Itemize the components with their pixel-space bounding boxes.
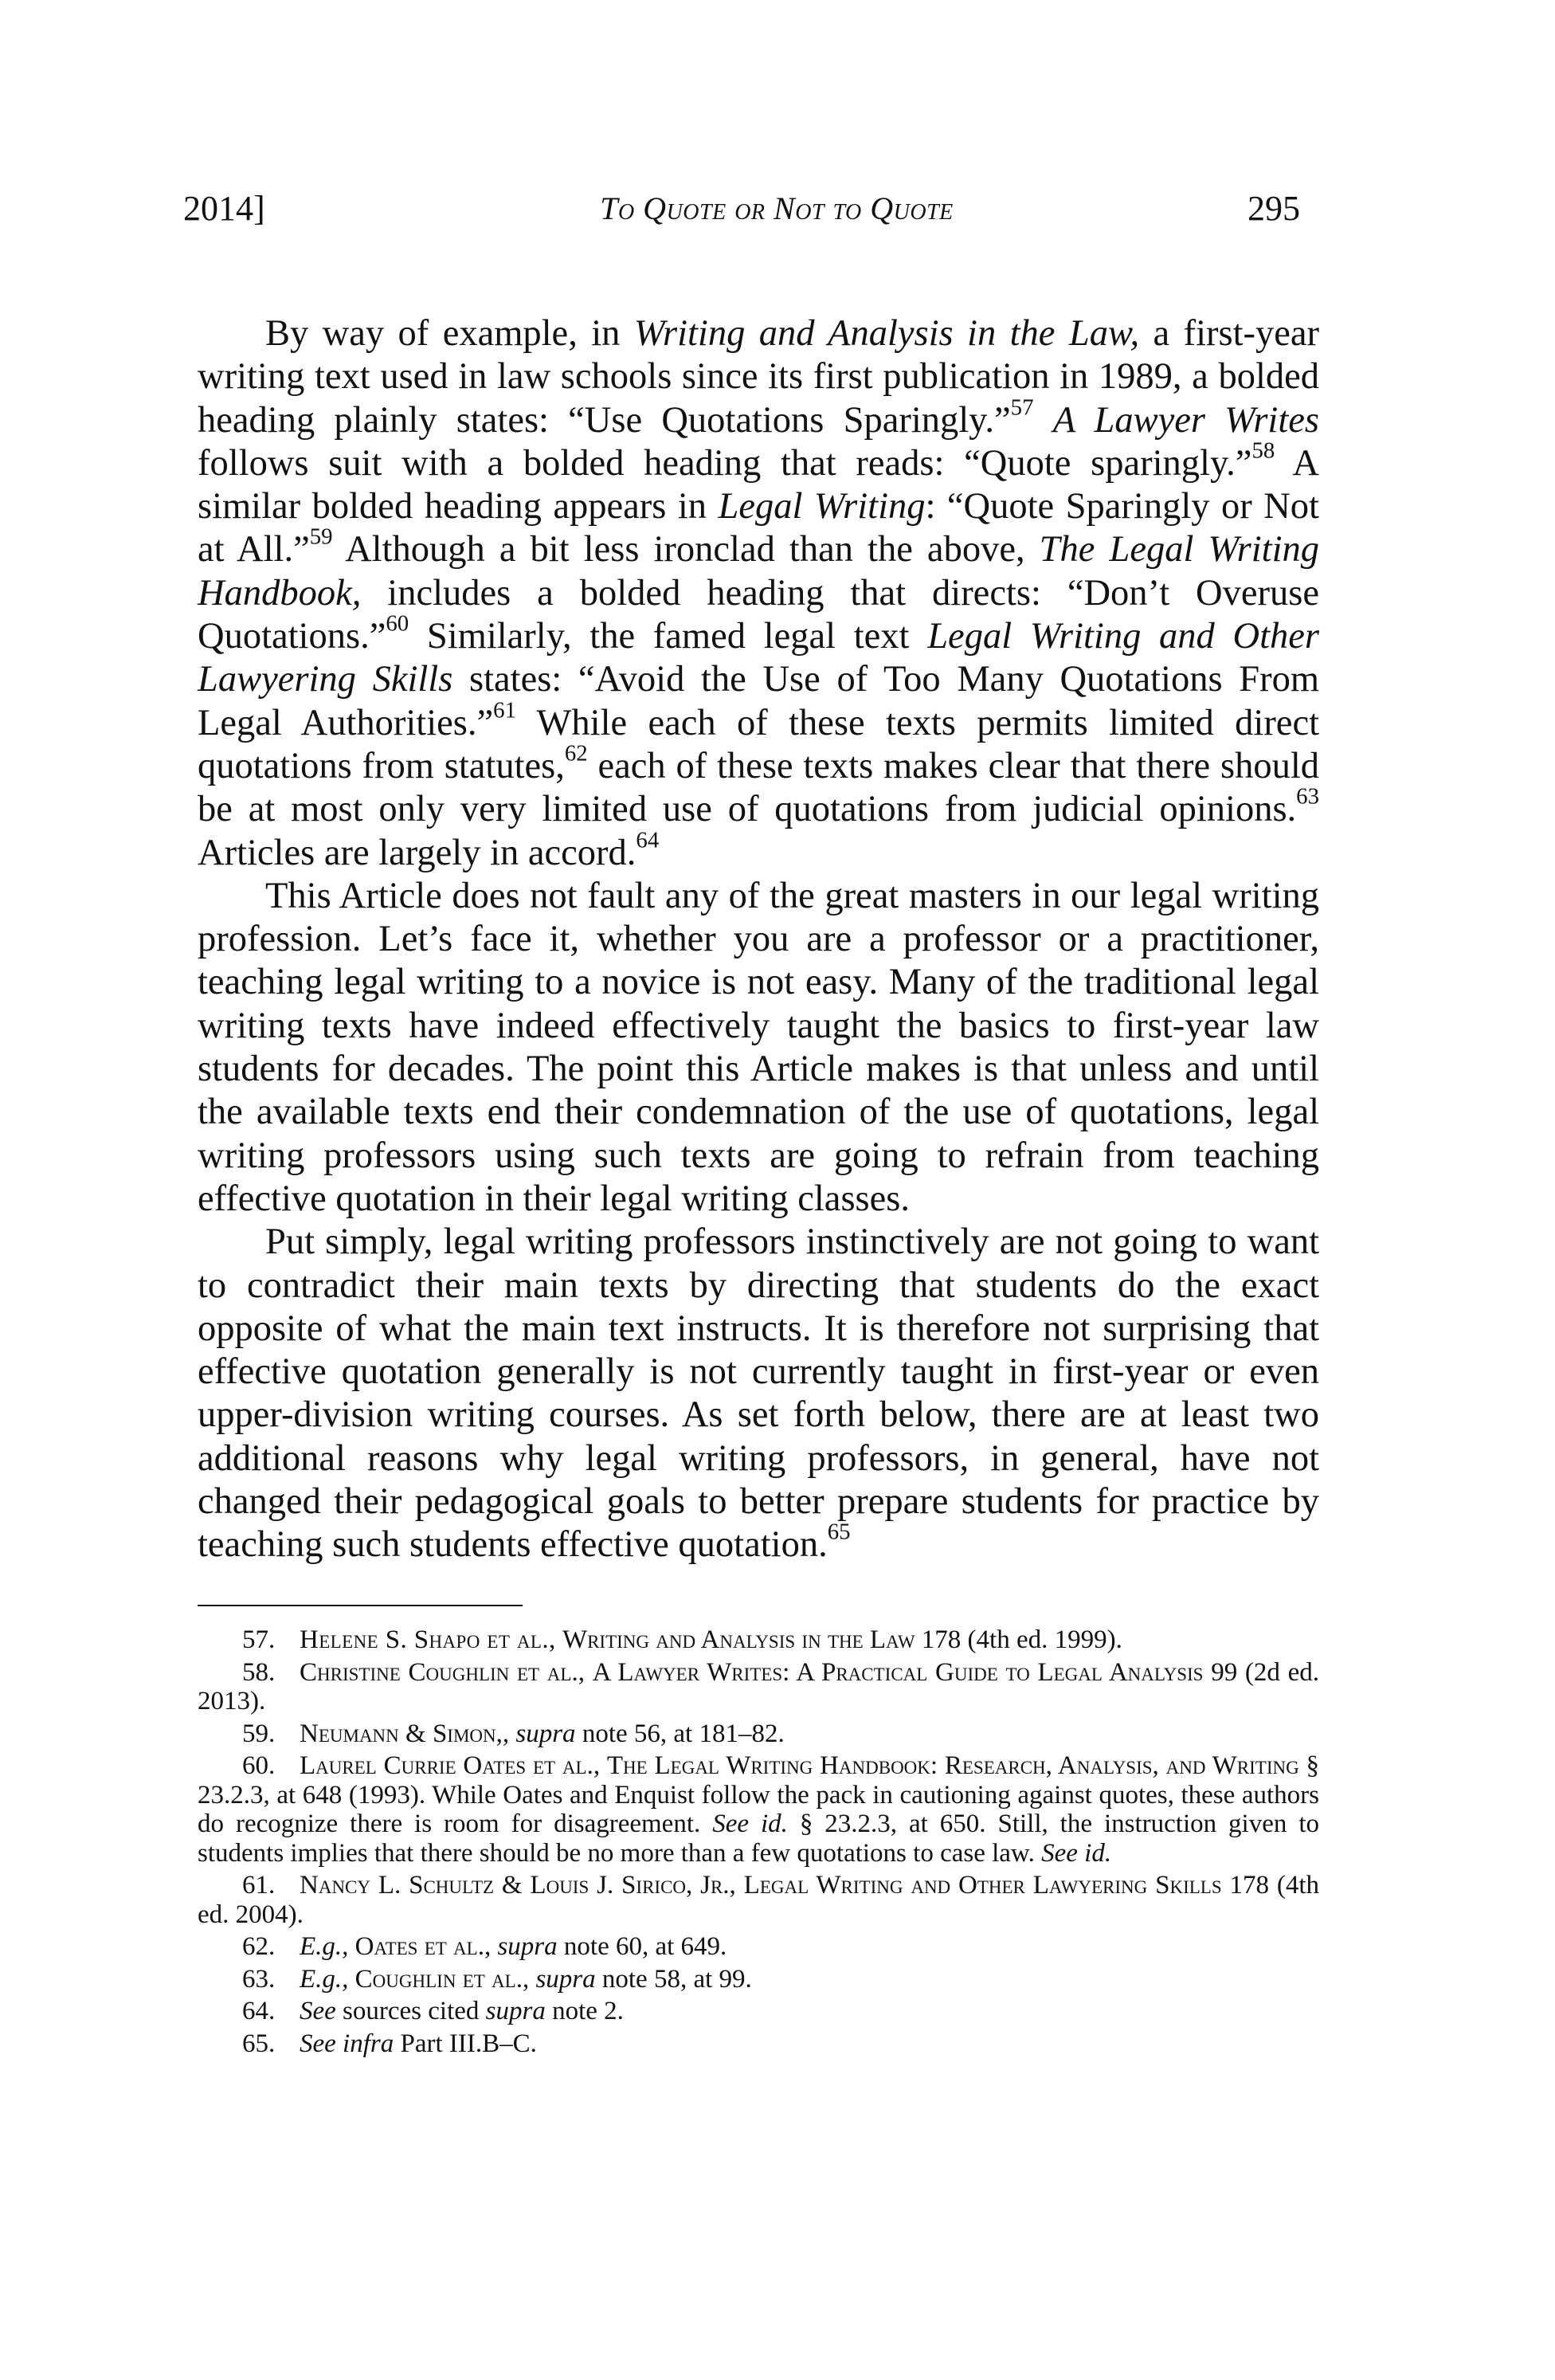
footnote-ref-60[interactable]: 60 bbox=[386, 610, 409, 637]
footnote-rule bbox=[198, 1605, 523, 1606]
footnote-number: 57. bbox=[242, 1625, 276, 1654]
footnote-signal: E.g., bbox=[300, 1964, 349, 1994]
footnote-cite: 99 (2d ed. 2013). bbox=[198, 1657, 1320, 1715]
text-span: includes a bolded heading that directs: “Don’t Overuse Quotations.” bbox=[198, 572, 1319, 657]
italic-title: A Lawyer Writes bbox=[1052, 399, 1320, 441]
footnote-ref-62[interactable]: 62 bbox=[564, 740, 588, 767]
paragraph-3 bbox=[198, 1221, 1319, 1566]
footnote-title: Writing and Analysis in the Law bbox=[562, 1625, 915, 1654]
footnote-number: 62. bbox=[242, 1932, 276, 1961]
footnote-number: 63. bbox=[242, 1964, 276, 1994]
footnote-signal: supra bbox=[535, 1964, 596, 1994]
text-span: states: “Avoid the Use of Too Many Quotations From Legal Authorities.” bbox=[198, 659, 1319, 743]
italic-title: Legal Writing bbox=[718, 486, 926, 527]
footnote-title: A Lawyer Writes: A Practical Guide to Legal Analysis bbox=[592, 1657, 1204, 1687]
footnote-number: 65. bbox=[242, 2029, 276, 2058]
running-title bbox=[358, 188, 1195, 229]
footnote-title: The Legal Writing Handbook: Research, Analysis, and Writing bbox=[606, 1751, 1299, 1780]
footnote-signal: supra bbox=[497, 1932, 558, 1961]
text-span bbox=[1034, 400, 1053, 441]
footnote-authors: Laurel Currie Oates et al., bbox=[300, 1751, 601, 1780]
footnote-authors: Helene S. Shapo et al., bbox=[300, 1625, 556, 1654]
footnote-signal: supra bbox=[515, 1719, 576, 1748]
footnote-ref-65[interactable]: 65 bbox=[827, 1519, 851, 1545]
footnote-number: 64. bbox=[242, 1997, 276, 2025]
footnote-65 bbox=[198, 2029, 1319, 2059]
footnote-62 bbox=[198, 1932, 1319, 1962]
footnote-57 bbox=[198, 1625, 1319, 1655]
footnotes bbox=[198, 1625, 1319, 2058]
footnote-text: sources cited bbox=[335, 1997, 486, 2025]
footnote-ref-59[interactable]: 59 bbox=[309, 523, 333, 550]
footnote-ref-63[interactable]: 63 bbox=[1296, 783, 1319, 810]
footnote-authors: Christine Coughlin et al., bbox=[300, 1657, 585, 1687]
italic-title: Writing and Analysis in the Law, bbox=[633, 313, 1140, 354]
footnote-number: 61. bbox=[242, 1871, 276, 1900]
running-title-text: To Quote or Not to Quote bbox=[600, 190, 954, 226]
footnote-signal: See id. bbox=[712, 1810, 788, 1838]
italic-title: Legal Writing and Other Lawyering Skills bbox=[198, 616, 1319, 700]
footnote-signal: See bbox=[300, 1997, 336, 2025]
footnote-authors: Nancy L. Schultz & Louis J. Sirico, Jr., bbox=[300, 1871, 736, 1900]
footnote-signal: See infra bbox=[300, 2029, 394, 2058]
page-number: 295 bbox=[1248, 189, 1300, 228]
text-span: a first-year writing text used in law schools since its first publication in 1989, a bolded heading plainly states: “Use Quotations Sparingly.” bbox=[198, 313, 1319, 441]
footnote-61 bbox=[198, 1871, 1319, 1929]
paragraph-1 bbox=[198, 312, 1319, 875]
footnote-title: Legal Writing and Other Lawyering Skills bbox=[743, 1871, 1222, 1900]
footnote-cite: Part III.B–C. bbox=[394, 2029, 537, 2058]
footnote-ref-57[interactable]: 57 bbox=[1010, 394, 1034, 420]
body-text bbox=[198, 312, 1319, 1567]
text-span: By way of example, in bbox=[265, 313, 634, 354]
footnote-authors: Neumann & Simon,, bbox=[300, 1719, 510, 1748]
header-year: 2014] bbox=[183, 189, 265, 228]
footnote-ref-64[interactable]: 64 bbox=[636, 826, 660, 853]
footnote-cite: § 23.2.3, at 650. Still, the instruction given to students implies that there should be no more than a few quotations to case law. bbox=[198, 1810, 1319, 1868]
footnote-cite: 178 (4th ed. 1999). bbox=[915, 1625, 1122, 1654]
footnote-60 bbox=[198, 1751, 1319, 1868]
footnote-58 bbox=[198, 1658, 1319, 1716]
footnote-signal: E.g., bbox=[300, 1932, 349, 1961]
italic-title: The Legal Writing Handbook, bbox=[198, 529, 1319, 614]
footnote-cite: 178 (4th ed. 2004). bbox=[198, 1871, 1319, 1929]
text-span: : “Quote Sparingly or Not at All.” bbox=[198, 486, 1319, 570]
footnote-authors: Coughlin et al., bbox=[354, 1964, 530, 1994]
footnote-signal: supra bbox=[485, 1997, 546, 2025]
footnote-64 bbox=[198, 1997, 1319, 2026]
footnote-63 bbox=[198, 1965, 1319, 1994]
footnote-ref-61[interactable]: 61 bbox=[493, 697, 516, 723]
footnote-number: 58. bbox=[242, 1657, 276, 1687]
text-span: follows suit with a bolded heading that reads: “Quote sparingly.” bbox=[198, 442, 1252, 484]
footnote-signal: See id. bbox=[1041, 1838, 1112, 1868]
footnote-authors: Oates et al., bbox=[354, 1932, 492, 1961]
text-span: Although a bit less ironclad than the above, bbox=[332, 529, 1040, 570]
footnote-ref-58[interactable]: 58 bbox=[1251, 437, 1275, 464]
footnote-number: 59. bbox=[242, 1719, 276, 1748]
footnote-cite: note 60, at 649. bbox=[557, 1932, 727, 1961]
footnote-cite: note 56, at 181–82. bbox=[575, 1719, 785, 1748]
footnote-59 bbox=[198, 1719, 1319, 1749]
footnote-cite: note 2. bbox=[545, 1997, 624, 2025]
text-span: Put simply, legal writing professors instinctively are not going to want to contradict their main texts by directing that students do the exact opposite of what the main text instructs. It is therefore not surprising that effective quotation generally is not currently taught in first-year or even upper-division writing courses. As set forth below, there are at least two additional reasons why legal writing professors, in general, have not changed their pedagogical goals to better prepare students for practice by teaching such students effective quotation. bbox=[198, 1221, 1319, 1566]
text-span: each of these texts makes clear that there should be at most only very limited use of quotations from judicial opinions. bbox=[198, 745, 1320, 830]
text-span: Articles are largely in accord. bbox=[198, 832, 636, 873]
text-span: Similarly, the famed legal text bbox=[409, 616, 928, 657]
footnote-cite: § 23.2.3, at 648 (1993). While Oates and Enquist follow the pack in cautioning against quotes, these authors do recognize there is room for disagreement. bbox=[198, 1751, 1320, 1838]
footnote-number: 60. bbox=[242, 1751, 276, 1780]
text-span: While each of these texts permits limited direct quotations from statutes, bbox=[198, 702, 1320, 786]
paragraph-2: This Article does not fault any of the great masters in our legal writing profession. Let’s face it, whether you are a professor or a practitioner, teaching legal writing to a novice is not easy. Many of the traditional legal writing texts have indeed effectively taught the basics to first-year law students for decades. The point this Article makes is that unless and until the available texts end their condemnation of the use of quotations, legal writing professors using such texts are going to refrain from teaching effective quotation in their legal writing classes. bbox=[198, 875, 1319, 1219]
footnote-cite: note 58, at 99. bbox=[595, 1964, 752, 1994]
text-span: A similar bolded heading appears in bbox=[198, 442, 1320, 527]
